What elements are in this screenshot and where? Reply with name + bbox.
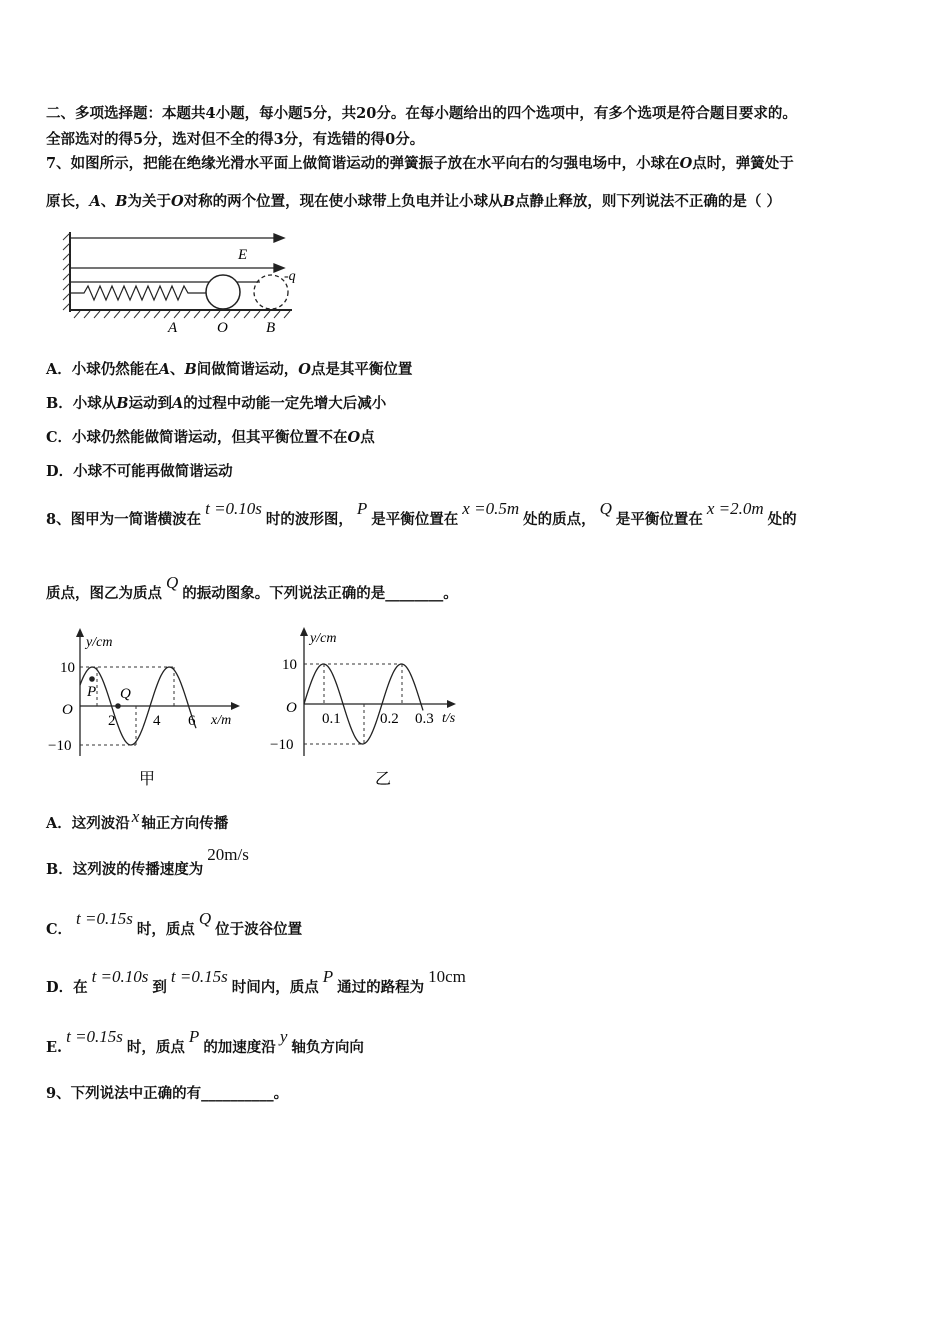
q7-stem-line1 xyxy=(46,152,794,173)
point-P-dot xyxy=(89,676,95,682)
q7-stem-text: 对称的两个位置，现在使小球带上负电并让小球从 xyxy=(183,193,503,210)
math-P: P xyxy=(188,1027,200,1046)
math-position-P: x =0.5m xyxy=(462,499,520,518)
point-O: O xyxy=(298,361,311,378)
math-x: x xyxy=(131,807,140,826)
math-P: P xyxy=(356,499,368,518)
q7-point-O: O xyxy=(679,155,693,172)
q7-stem-text: 7、如图所示，把能在绝缘光滑水平面上做简谐运动的弹簧振子放在水平向右的匀强电场中，小球在 xyxy=(46,155,680,172)
q7-stem-line2 xyxy=(46,190,781,211)
option-text: 位于波谷位置 xyxy=(215,921,303,938)
option-label: A． xyxy=(46,815,72,832)
y-tick-bottom: −10 xyxy=(270,737,294,753)
field-label-E: E xyxy=(238,247,248,263)
x-tick-4: 4 xyxy=(153,713,161,729)
option-label: E. xyxy=(46,1039,63,1056)
x-tick-2: 2 xyxy=(108,713,116,729)
option-label: B． xyxy=(46,861,73,878)
q8-option-E[interactable] xyxy=(46,1027,364,1057)
option-text: 运动到 xyxy=(128,395,173,412)
q8-stem-text: 时的波形图， xyxy=(265,511,353,528)
ball-dashed-B xyxy=(254,275,288,309)
math-y: y xyxy=(279,1027,288,1046)
option-label: D． xyxy=(46,979,74,996)
y-tick-bottom: −10 xyxy=(48,738,72,754)
x-tick-6: 6 xyxy=(188,713,196,729)
q7-stem-text: 点静止释放，则下列说法不正确的是（ ） xyxy=(514,193,781,210)
q7-option-D[interactable] xyxy=(46,460,233,481)
option-label: B． xyxy=(46,395,73,412)
q7-option-A[interactable] xyxy=(46,358,412,379)
label-A: A xyxy=(168,320,178,336)
ball xyxy=(206,275,240,309)
math-speed: 20m/s xyxy=(207,845,249,864)
math-time: t =0.10s xyxy=(91,967,149,986)
graph-caption: 乙 xyxy=(375,771,392,788)
q7-point-A: A xyxy=(89,193,101,210)
q9-stem: 9、下列说法中正确的有__________。 xyxy=(46,1085,289,1102)
graph-caption: 甲 xyxy=(139,771,156,788)
y-axis-arrow xyxy=(76,628,84,637)
option-label: D． xyxy=(46,463,74,480)
option-text: 时，质点 xyxy=(126,1039,185,1056)
option-text: 时间内，质点 xyxy=(231,979,319,996)
wall-hatching xyxy=(63,233,70,310)
q7-point-B: B xyxy=(502,193,515,210)
spring xyxy=(70,286,206,300)
option-text: 轴负方向向 xyxy=(291,1039,364,1056)
label-O: O xyxy=(217,320,228,336)
section-header-line1: 二、多项选择题：本题共4小题，每小题5分，共20分。在每小题给出的四个选项中，有多个选项是符合题目要求的。 xyxy=(46,105,797,122)
electric-field-lines xyxy=(70,234,284,282)
vibration-graph-yi xyxy=(268,622,478,790)
option-text: 点是其平衡位置 xyxy=(310,361,413,378)
math-distance: 10cm xyxy=(428,967,466,986)
t-tick-0.1: 0.1 xyxy=(322,711,341,727)
q7-stem-text: 为关于 xyxy=(127,193,172,210)
math-position-Q: x =2.0m xyxy=(706,499,764,518)
option-text: 的加速度沿 xyxy=(203,1039,276,1056)
math-time: t =0.15s xyxy=(170,967,228,986)
point-B: B xyxy=(116,395,129,412)
math-Q: Q xyxy=(166,573,179,592)
q8-option-D[interactable] xyxy=(46,967,470,997)
wave-graph-jia xyxy=(46,624,246,790)
x-axis-label: x/m xyxy=(211,713,232,728)
option-text: 小球仍然能做简谐运动，但其平衡位置不在 xyxy=(72,429,348,446)
option-label: A． xyxy=(46,361,72,378)
y-axis-arrow xyxy=(300,627,308,636)
option-text: 间做简谐运动， xyxy=(196,361,299,378)
point-Q-dot xyxy=(115,703,121,709)
q7-stem-text: 、 xyxy=(100,193,116,210)
option-text: 轴正方向传播 xyxy=(141,815,229,832)
option-text: 这列波沿 xyxy=(71,815,130,832)
q8-option-C[interactable] xyxy=(46,909,303,939)
q7-point-O: O xyxy=(171,193,184,210)
point-O: O xyxy=(347,429,361,446)
y-axis-label: y/cm xyxy=(86,635,113,650)
charge-label: -q xyxy=(284,269,296,284)
q8-stem-text: 处的质点， xyxy=(523,511,596,528)
q7-stem-text: 点时，弹簧处于 xyxy=(692,155,794,172)
q7-option-C[interactable] xyxy=(46,426,375,447)
label-B: B xyxy=(266,320,276,336)
point-B: B xyxy=(184,361,197,378)
point-A: A xyxy=(158,361,171,378)
y-axis-label: y/cm xyxy=(310,631,337,646)
math-time: t =0.15s xyxy=(66,1027,123,1046)
q8-stem-text: 处的 xyxy=(767,511,797,528)
option-text: 通过的路程为 xyxy=(337,979,425,996)
x-axis-arrow xyxy=(231,702,240,710)
q8-option-B[interactable] xyxy=(46,845,253,879)
math-time: t =0.15s xyxy=(76,909,133,928)
q8-option-A[interactable] xyxy=(46,807,229,833)
option-text: 点 xyxy=(360,429,375,446)
q8-stem-text: 是平衡位置在 xyxy=(371,511,459,528)
label-Q: Q xyxy=(120,686,131,702)
q8-stem-text: 的振动图象。下列说法正确的是________。 xyxy=(182,585,458,602)
q8-stem-line1 xyxy=(46,499,797,529)
q7-stem-text: 原长， xyxy=(46,193,90,210)
q8-stem-text: 8、图甲为一简谐横波在 xyxy=(46,511,202,528)
label-P: P xyxy=(87,684,97,700)
origin-label: O xyxy=(286,700,297,716)
q7-option-B[interactable] xyxy=(46,392,386,413)
option-text: 小球从 xyxy=(72,395,117,412)
t-tick-0.2: 0.2 xyxy=(380,711,399,727)
math-time: t =0.10s xyxy=(205,499,262,518)
point-A: A xyxy=(172,395,184,412)
option-text: 的过程中动能一定先增大后减小 xyxy=(183,395,387,412)
option-label: C． xyxy=(46,921,73,938)
q7-spring-figure xyxy=(60,226,300,338)
option-label: C． xyxy=(46,429,73,446)
q8-stem-line2 xyxy=(46,573,458,603)
option-text: 这列波的传播速度为 xyxy=(72,861,204,878)
math-Q: Q xyxy=(198,909,212,928)
option-text: 时，质点 xyxy=(136,921,195,938)
x-axis-label: t/s xyxy=(442,711,456,726)
option-text: 在 xyxy=(73,979,88,996)
option-text: 小球不可能再做简谐运动 xyxy=(73,463,233,480)
x-axis-arrow xyxy=(447,700,456,708)
y-tick-top: 10 xyxy=(282,657,297,673)
math-Q: Q xyxy=(599,499,612,518)
y-tick-top: 10 xyxy=(60,660,75,676)
origin-label: O xyxy=(62,702,73,718)
section-header-line2: 全部选对的得5分，选对但不全的得3分，有选错的得0分。 xyxy=(46,131,425,148)
floor-hatching xyxy=(74,311,290,318)
t-tick-0.3: 0.3 xyxy=(415,711,434,727)
math-P: P xyxy=(322,967,334,986)
option-text: 到 xyxy=(152,979,167,996)
option-text: 小球仍然能在 xyxy=(71,361,159,378)
q7-point-B: B xyxy=(115,193,128,210)
option-text: 、 xyxy=(170,361,185,378)
q8-stem-text: 质点，图乙为质点 xyxy=(46,585,162,602)
q8-stem-text: 是平衡位置在 xyxy=(615,511,703,528)
